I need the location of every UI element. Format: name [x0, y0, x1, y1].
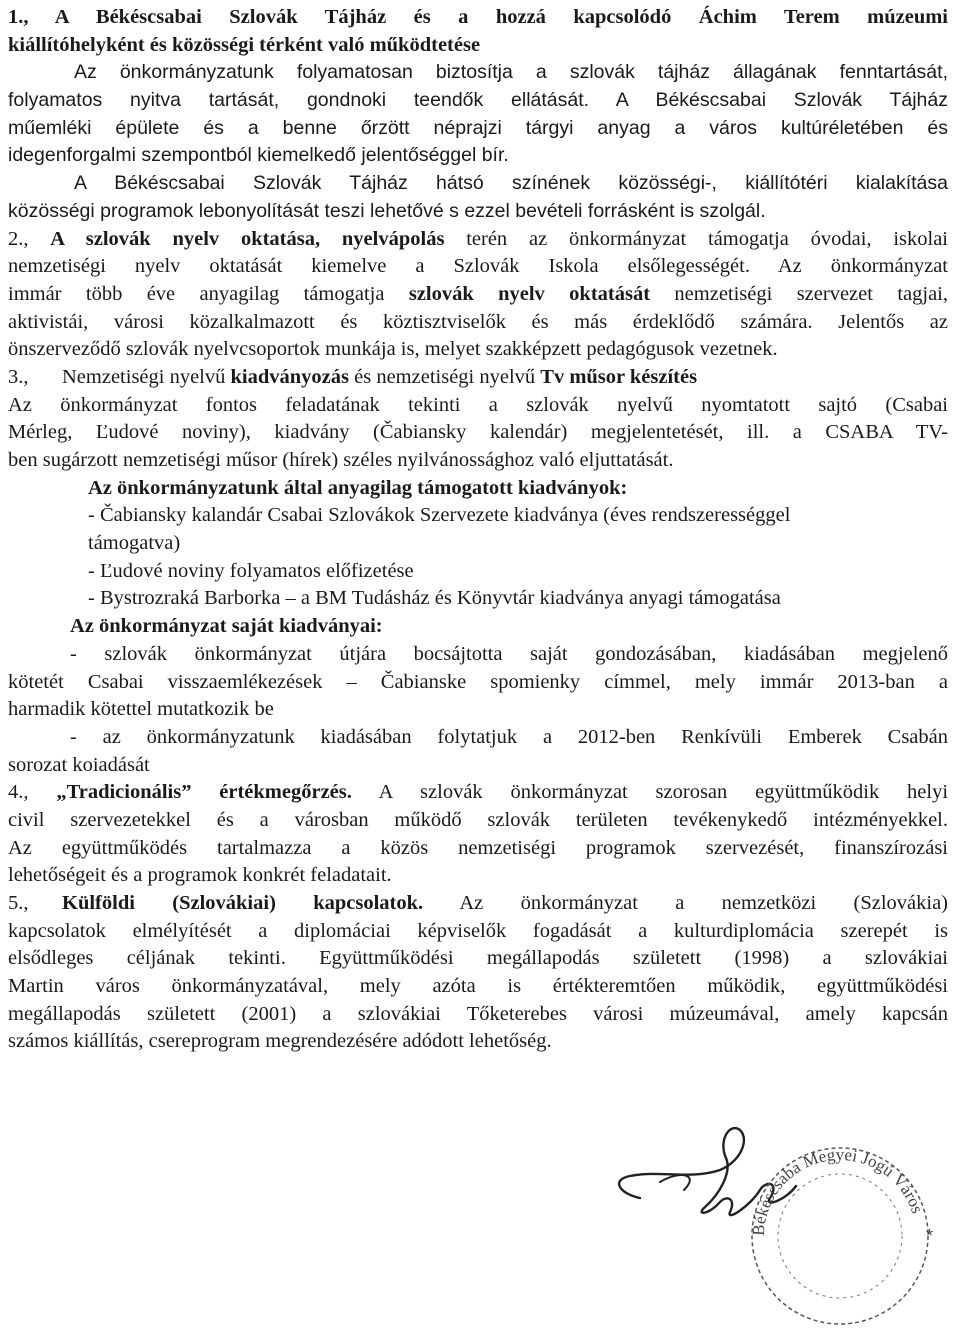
section-1-paragraph-2-line-1: A Békéscsabai Szlovák Tájház hátsó színének közösségi-, kiállítótéri kialakítása	[74, 172, 948, 195]
section-2-line-4: aktivistái, városi közalkalmazott és köztisztviselők és más érdeklődő számára. Jelentős az	[8, 310, 948, 333]
section-1-heading-line-2: kiállítóhelyként és közösségi térként való működtetése	[8, 33, 481, 56]
section-2-line-3-a: immár több éve anyagilag támogatja	[8, 282, 409, 305]
section-4-line-1-rest: A szlovák önkormányzat szorosan együttműködik helyi	[351, 781, 948, 804]
section-3-sub2-item-1-line-3: harmadik kötettel mutatkozik be	[8, 698, 274, 721]
section-1	[8, 4, 948, 226]
section-5-line-1-rest: Az önkormányzat a nemzetközi (Szlovákia)	[423, 892, 948, 914]
section-3-line-4: ben sugárzott nemzetiségi műsor (hírek) széles nyilvánossághoz való eljuttatását.	[8, 449, 674, 471]
official-stamp	[740, 1136, 940, 1326]
section-4-line-2: civil szervezetekkel és a városban működő szlovák területen tevékenykedő intézményekkel.	[8, 808, 948, 831]
section-3-number: 3.,	[8, 365, 29, 388]
section-5-line-2: kapcsolatok elmélyítését a diplomáciai képviselők fogadását a kulturdiplomácia szerepét is	[8, 919, 948, 942]
section-3-sub2-item-2-line-2: sorozat koiadását	[8, 753, 150, 776]
section-2-line-2: nemzetiségi nyelv oktatását kiemelve a Szlovák Iskola elsőlegességét. Az önkormányzat	[8, 255, 948, 278]
section-5-number: 5.,	[8, 892, 29, 914]
section-1-heading-line-1: 1., A Békéscsabai Szlovák Tájház és a hozzá kapcsolódó Áchim Terem múzeumi	[8, 6, 948, 28]
section-3-sub2-item-1-line-2: kötetét Csabai visszaemlékezések – Čabianske spomienky címmel, mely immár 2013-ban a	[8, 670, 948, 693]
section-3-sub2-item-1-line-1: - szlovák önkormányzat útjára bocsájtotta saját gondozásában, kiadásában megjelenő	[70, 642, 948, 665]
section-5	[8, 890, 948, 1056]
section-2-title: A szlovák nyelv oktatása, nyelvápolás	[50, 227, 445, 250]
section-1-paragraph-1-line-3: műemléki épülete és a benne őrzött néprajzi tárgyi anyag a város kultúréletében és	[8, 116, 948, 139]
section-5-line-4: Martin város önkormányzatával, mely azóta is értékteremtően működik, együttműködési	[8, 975, 948, 998]
section-2-line-1	[8, 226, 948, 254]
section-4	[8, 779, 948, 890]
section-4-line-4: lehetőségeit és a programok konkrét feladatait.	[8, 864, 392, 887]
stamp-text: Békéscsaba Megyei Jogú Város	[748, 1144, 928, 1237]
section-2-number: 2.,	[8, 227, 51, 250]
section-1-paragraph-1-line-1: Az önkormányzatunk folyamatosan biztosítja a szlovák tájház állagának fenntartását,	[74, 61, 948, 84]
section-4-title: „Tradicionális” értékmegőrzés.	[56, 781, 352, 804]
section-4-line-1	[8, 779, 948, 807]
stamp-star-icon: *	[926, 1226, 934, 1246]
section-3-sub1-item-3: - Bystrozraká Barborka – a BM Tudásház és Könyvtár kiadványa anyagi támogatása	[88, 587, 781, 610]
section-1-paragraph-1-line-4: idegenforgalmi szempontból kiemelkedő jelentőséggel bír.	[8, 144, 509, 167]
section-2-line-3	[8, 281, 948, 309]
document-body	[8, 4, 948, 1056]
section-5-line-1	[8, 890, 948, 918]
section-2	[8, 226, 948, 364]
section-1-paragraph-2-line-2: közösségi programok lebonyolítását teszi lehetővé s ezzel bevételi forrásként is szolgál.	[8, 199, 766, 222]
section-3-sub1-item-1-line-1: - Čabiansky kalandár Csabai Szlovákok Szervezete kiadványa (éves rendszerességgel	[88, 504, 791, 527]
section-3-sub1-item-2: - Ľudové noviny folyamatos előfizetése	[88, 559, 414, 582]
section-5-line-5: megállapodás született (2001) a szlovákiai Tőketerebes városi múzeumával, amely kapcsán	[8, 1002, 948, 1025]
section-3-sub1-item-1-line-2: támogatva)	[88, 532, 181, 555]
section-3	[8, 364, 948, 779]
section-5-line-6: számos kiállítás, csereprogram megrendezésére adódott lehetőség.	[8, 1030, 552, 1053]
section-1-paragraph-1-line-2: folyamatos nyitva tartását, gondnoki teendők ellátását. A Békéscsabai Szlovák Tájház	[8, 89, 948, 112]
section-3-sub2-item-2-line-1: - az önkormányzatunk kiadásában folytatjuk a 2012-ben Renkívüli Emberek Csabán	[70, 725, 948, 748]
section-3-line-1	[8, 364, 948, 392]
section-2-line-5: önszerveződő szlovák nyelvcsoportok munkája is, melyet szakképzett pedagógusok vezetnek.	[8, 338, 778, 361]
section-3-bold-2: Tv műsor készítés	[540, 365, 698, 388]
section-3-line-1-b: és nemzetiségi nyelvű	[349, 365, 541, 388]
section-5-title: Külföldi (Szlovákiai) kapcsolatok.	[62, 892, 424, 914]
section-3-line-1-a: Nemzetiségi nyelvű	[62, 365, 231, 388]
section-2-line-3-b: nemzetiségi szervezet tagjai,	[650, 282, 948, 305]
section-5-line-3: elsődleges céljának tekinti. Együttműködési megállapodás született (1998) a szlovákiai	[8, 947, 948, 970]
section-3-bold-1: kiadványozás	[230, 365, 349, 388]
section-2-line-3-bold: szlovák nyelv oktatását	[408, 282, 651, 305]
section-2-line-1-rest: terén az önkormányzat támogatja óvodai, iskolai	[444, 227, 948, 250]
section-3-subheading-2: Az önkormányzat saját kiadványai:	[70, 615, 383, 638]
section-3-line-2: Az önkormányzat fontos feladatának tekinti a szlovák nyelvű nyomtatott sajtó (Csabai	[8, 393, 948, 416]
section-4-number: 4.,	[8, 781, 57, 804]
section-3-line-3: Mérleg, Ľudové noviny), kiadvány (Čabiansky kalendár) megjelentetését, ill. a CSABA TV-	[8, 421, 948, 444]
section-3-subheading-1: Az önkormányzatunk által anyagilag támogatott kiadványok:	[88, 476, 628, 499]
section-4-line-3: Az együttműködés tartalmazza a közös nemzetiségi programok szervezését, finanszírozási	[8, 836, 948, 859]
